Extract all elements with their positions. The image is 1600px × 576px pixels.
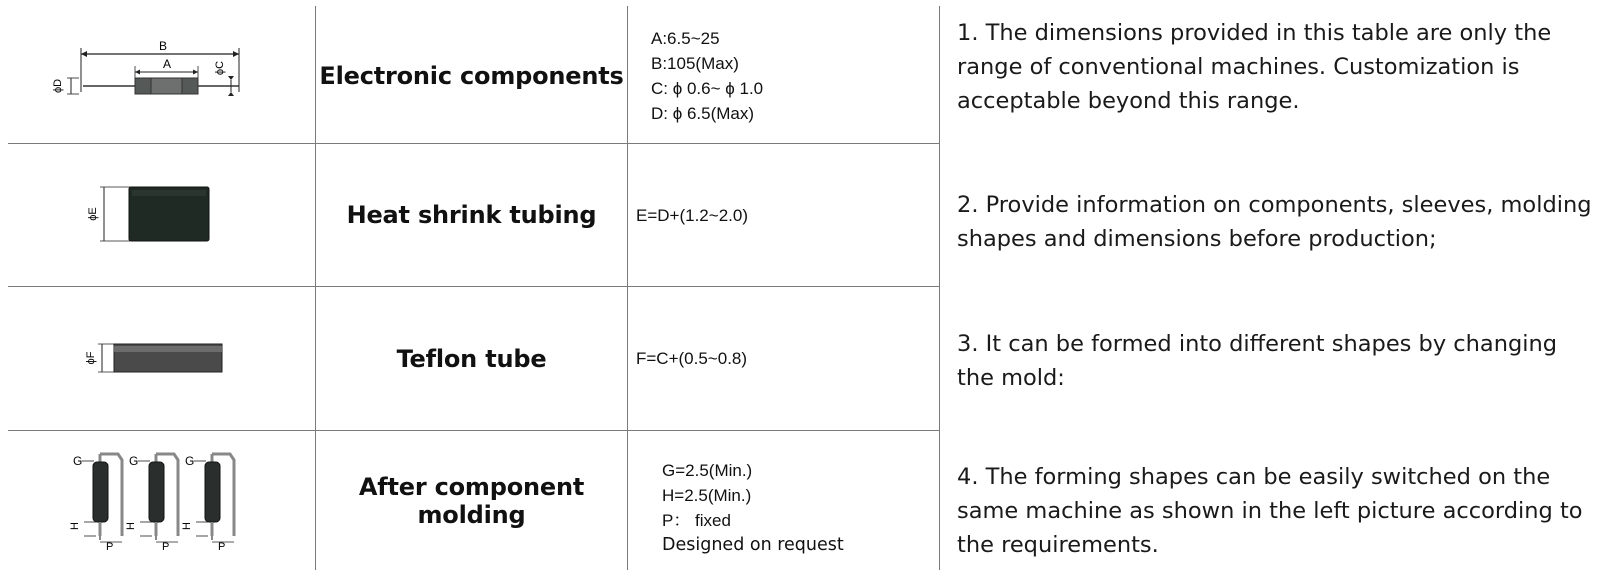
row-name-after-component-molding: After component molding	[358, 472, 585, 529]
grid-line	[939, 6, 940, 570]
spec-line: F=C+(0.5~0.8)	[636, 349, 748, 368]
note-2: 2. Provide information on components, sleeves, molding shapes and dimensions before production;	[957, 192, 1592, 252]
diagram-label: A	[162, 57, 172, 71]
diagram-label: G	[73, 454, 83, 468]
diagram-label: H	[125, 522, 137, 530]
spec-cell-teflon-tube	[636, 287, 931, 430]
heat-shrink-tube-icon	[88, 180, 218, 255]
spec-line: D: ϕ 6.5(Max)	[651, 103, 755, 123]
row-name-heat-shrink-tubing: Heat shrink tubing	[346, 201, 597, 229]
spec-line: C: ϕ 0.6~ ϕ 1.0	[651, 78, 764, 98]
spec-line: B:105(Max)	[651, 53, 739, 73]
note-4: 4. The forming shapes can be easily switched on the same machine as shown in the left picture according to the requirements.	[957, 464, 1583, 558]
grid-line	[627, 6, 628, 570]
spec-line: H=2.5(Min.)	[662, 486, 752, 505]
molded-component-icon	[70, 448, 250, 558]
diagram-label: ϕE	[87, 207, 99, 221]
spec-line: P： fixed	[662, 511, 731, 530]
diagram-label: B	[158, 39, 168, 53]
diagram-label: H	[181, 522, 193, 530]
diagram-label: P	[106, 541, 114, 553]
note-1: 1. The dimensions provided in this table are only the range of conventional machines. Customization is acceptable beyond this range.	[957, 20, 1552, 114]
diagram-label: P	[218, 541, 226, 553]
row-name-teflon-tube: Teflon tube	[396, 344, 547, 373]
teflon-tube-icon	[86, 338, 236, 383]
diagram-label: G	[129, 454, 139, 468]
row-name-electronic-components: Electronic components	[319, 61, 624, 90]
spec-cell-heat-shrink-tubing	[636, 144, 931, 286]
diagram-label: P	[162, 541, 170, 553]
diagram-label: ϕF	[85, 351, 97, 365]
spec-line: Designed on request	[662, 535, 844, 555]
axial-component-icon	[52, 38, 255, 113]
spec-line: G=2.5(Min.)	[662, 461, 753, 480]
diagram-label: H	[69, 522, 81, 530]
note-3: 3. It can be formed into different shapes by changing the mold:	[957, 331, 1558, 391]
spec-line: E=D+(1.2~2.0)	[636, 205, 748, 225]
diagram-label: G	[185, 454, 195, 468]
diagram-label: ϕC	[214, 60, 226, 76]
spec-cell-after-component-molding	[662, 446, 932, 570]
spec-cell-electronic-components	[651, 8, 931, 143]
diagram-label: ϕD	[52, 78, 64, 94]
spec-line: A:6.5~25	[651, 28, 720, 48]
